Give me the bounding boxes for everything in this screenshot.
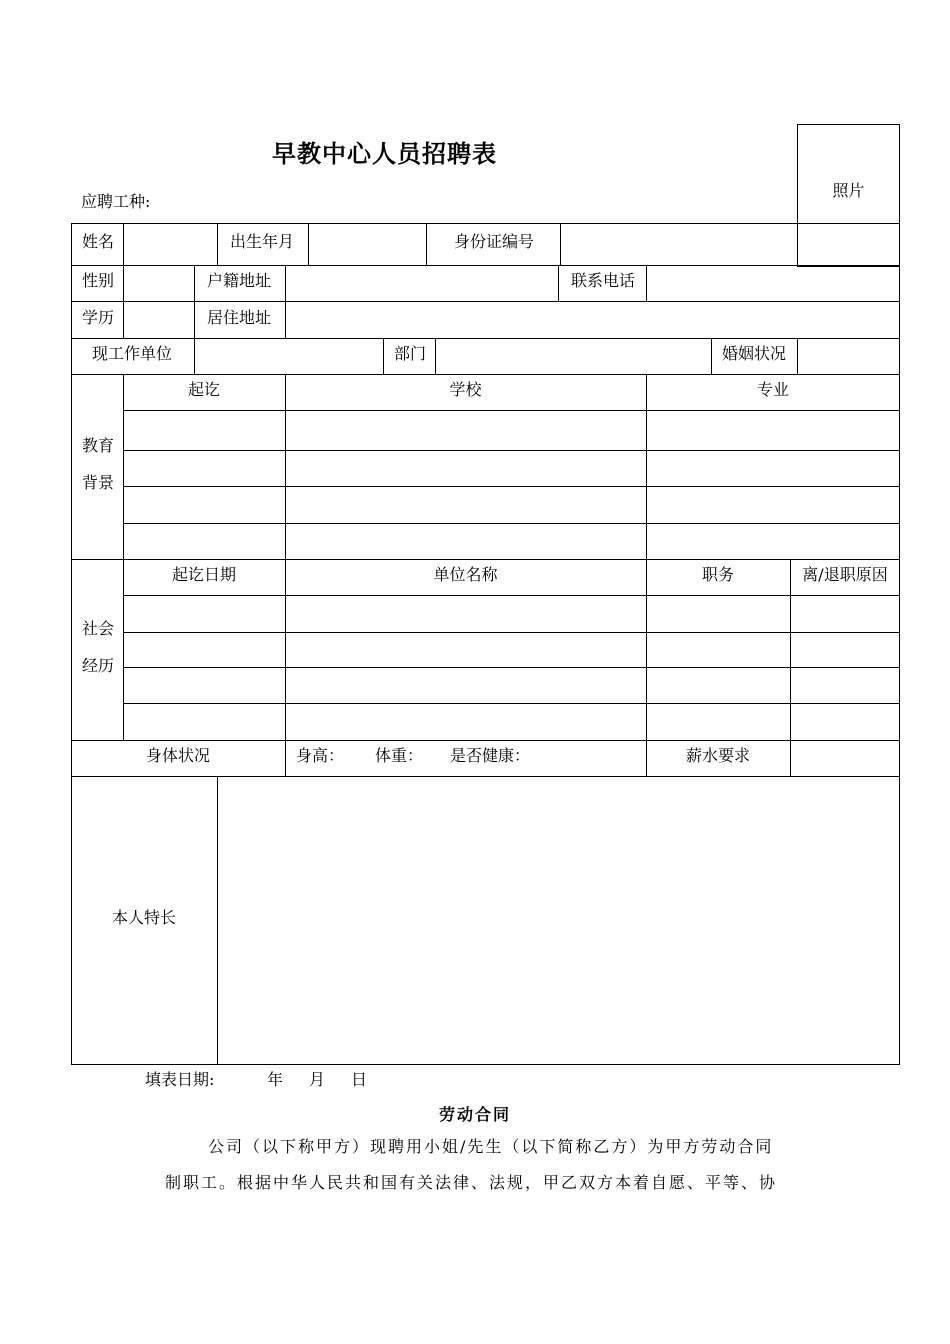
- row-divider: [123, 486, 900, 487]
- health-label: 身体状况: [145, 746, 210, 765]
- name-field[interactable]: [124, 224, 216, 265]
- fill-date-month: 月: [309, 1070, 326, 1089]
- row-divider: [123, 595, 900, 596]
- apply-position-label: 应聘工种:: [81, 192, 151, 211]
- row-divider: [71, 559, 900, 560]
- contract-title: 劳动合同: [438, 1105, 511, 1124]
- marital-label: 婚姻状况: [722, 344, 787, 363]
- salary-field[interactable]: [791, 741, 899, 776]
- education-section-label-2: 背景: [82, 473, 115, 492]
- education-school-header: 学校: [449, 380, 482, 399]
- gender-field[interactable]: [124, 266, 194, 301]
- work-section-label: 社会: [82, 619, 115, 638]
- education-period-header: 起讫: [187, 380, 220, 399]
- col-divider: [194, 265, 195, 302]
- hukou-label: 户籍地址: [207, 271, 272, 290]
- work-period-header: 起讫日期: [171, 565, 236, 584]
- phone-field[interactable]: [647, 266, 899, 301]
- residence-label: 居住地址: [207, 308, 272, 327]
- row-divider: [123, 703, 900, 704]
- work-company-header: 单位名称: [433, 565, 498, 584]
- work-position-header: 职务: [701, 565, 734, 584]
- department-field[interactable]: [436, 339, 711, 374]
- residence-field[interactable]: [286, 302, 899, 338]
- education-major-header: 专业: [756, 380, 789, 399]
- id-number-field[interactable]: [561, 224, 796, 265]
- fill-date-label: 填表日期:: [145, 1070, 215, 1089]
- gender-label: 性别: [82, 271, 115, 290]
- hukou-field[interactable]: [286, 266, 558, 301]
- education-field[interactable]: [124, 302, 194, 338]
- education-label: 学历: [82, 308, 115, 327]
- col-divider: [123, 374, 124, 741]
- row-divider: [123, 632, 900, 633]
- specialty-label: 本人特长: [111, 908, 176, 927]
- education-section-label: 教育: [82, 436, 115, 455]
- col-divider: [217, 223, 218, 266]
- row-divider: [71, 740, 900, 741]
- phone-label: 联系电话: [571, 271, 636, 290]
- col-divider: [426, 223, 427, 266]
- fill-date-day: 日: [351, 1070, 368, 1089]
- employer-field[interactable]: [195, 339, 383, 374]
- col-divider: [383, 338, 384, 375]
- row-divider: [71, 374, 900, 375]
- department-label: 部门: [394, 344, 427, 363]
- contract-paragraph-line-1: 公司（以下称甲方）现聘用小姐/先生（以下简称乙方）为甲方劳动合同: [208, 1137, 774, 1156]
- row-divider: [123, 667, 900, 668]
- birth-field[interactable]: [309, 224, 425, 265]
- col-divider: [558, 265, 559, 302]
- work-reason-header: 离/退职原因: [802, 565, 888, 584]
- photo-label: 照片: [832, 181, 865, 200]
- birth-label: 出生年月: [230, 232, 295, 251]
- col-divider: [711, 338, 712, 375]
- contract-paragraph-line-2: 制职工。根据中华人民共和国有关法律、法规，甲乙双方本着自愿、平等、协: [165, 1173, 778, 1192]
- height-label: 身高：: [296, 746, 345, 765]
- weight-label: 体重：: [375, 746, 424, 765]
- marital-field[interactable]: [798, 339, 899, 374]
- row-divider: [123, 523, 900, 524]
- fill-date-year: 年: [267, 1070, 284, 1089]
- salary-label: 薪水要求: [685, 746, 750, 765]
- id-number-label: 身份证编号: [454, 232, 535, 251]
- col-divider: [194, 301, 195, 339]
- employer-label: 现工作单位: [92, 344, 173, 363]
- form-title: 早教中心人员招聘表: [272, 139, 497, 168]
- name-label: 姓名: [82, 232, 115, 251]
- work-section-label-2: 经历: [82, 656, 115, 675]
- row-divider: [123, 410, 900, 411]
- healthy-label: 是否健康：: [450, 746, 531, 765]
- row-divider: [123, 450, 900, 451]
- specialty-field[interactable]: [218, 777, 899, 1064]
